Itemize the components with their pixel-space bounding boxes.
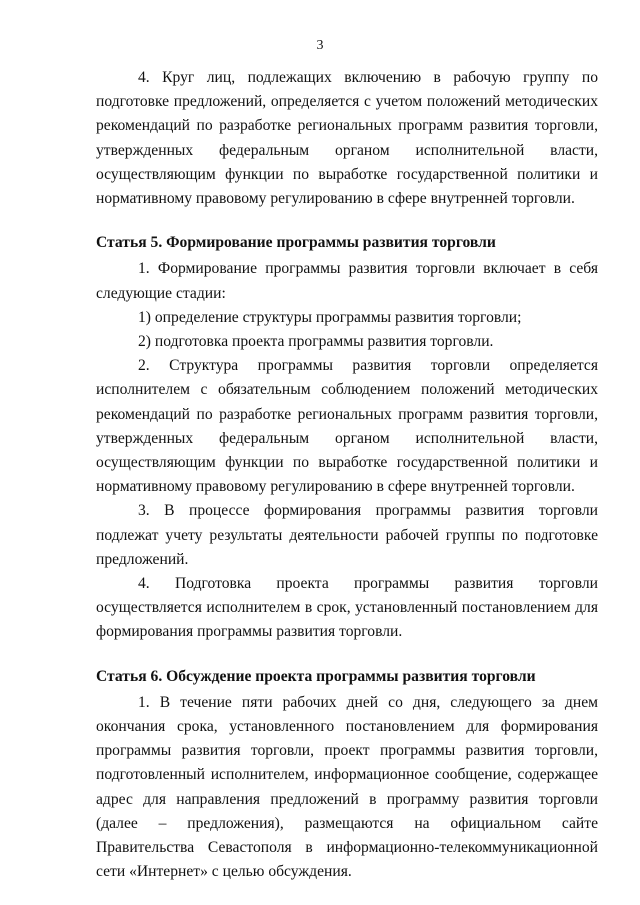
article-6-heading: Статья 6. Обсуждение проекта программы развития торговли: [96, 667, 536, 685]
paragraph-4-working-group: 4. Круг лиц, подлежащих включению в рабочую группу по подготовке предложений, определяется с учетом положений методических рекомендаций по разработке региональных программ развития торговли, утвержденных федеральным органом исполнительной власти, осуществляющим функции по выработке государственной политики и нормативному правовому регулированию в сфере внутренней торговли.: [96, 69, 598, 208]
article-5-heading: Статья 5. Формирование программы развития торговли: [96, 234, 496, 252]
page-number: 3: [316, 38, 324, 53]
article-5-paragraph-3: 3. В процессе формирования программы развития торговли подлежат учету результаты деятельности рабочей группы по подготовке предложений.: [96, 502, 598, 568]
article-5-list-item-1: 1) определение структуры программы развития торговли;: [138, 308, 522, 326]
document-body: [96, 66, 598, 885]
article-5-paragraph-4: 4. Подготовка проекта программы развития торговли осуществляется исполнителем в срок, установленный постановлением для формирования программы развития торговли.: [96, 575, 598, 641]
article-6-paragraph-1: 1. В течение пяти рабочих дней со дня, следующего за днем окончания срока, установленного постановлением для формирования программы развития торговли, проект программы развития торговли, подготовленный исполнителем, информационное сообщение, содержащее адрес для направления предложений в программу развития торговли (далее – предложения), размещаются на официальном сайте Правительства Севастополя в информационно-телекоммуникационной сети «Интернет» с целью обсуждения.: [96, 693, 598, 881]
article-5-list-item-2: 2) подготовка проекта программы развития торговли.: [138, 333, 494, 351]
article-5-paragraph-1: 1. Формирование программы развития торговли включает в себя следующие стадии:: [96, 260, 598, 302]
article-5-paragraph-2: 2. Структура программы развития торговли определяется исполнителем с обязательным соблюдением положений методических рекомендаций по разработке региональных программ развития торговли, утвержденных федеральным органом исполнительной власти, осуществляющим функции по выработке государственной политики и нормативному правовому регулированию в сфере внутренней торговли.: [96, 357, 598, 496]
